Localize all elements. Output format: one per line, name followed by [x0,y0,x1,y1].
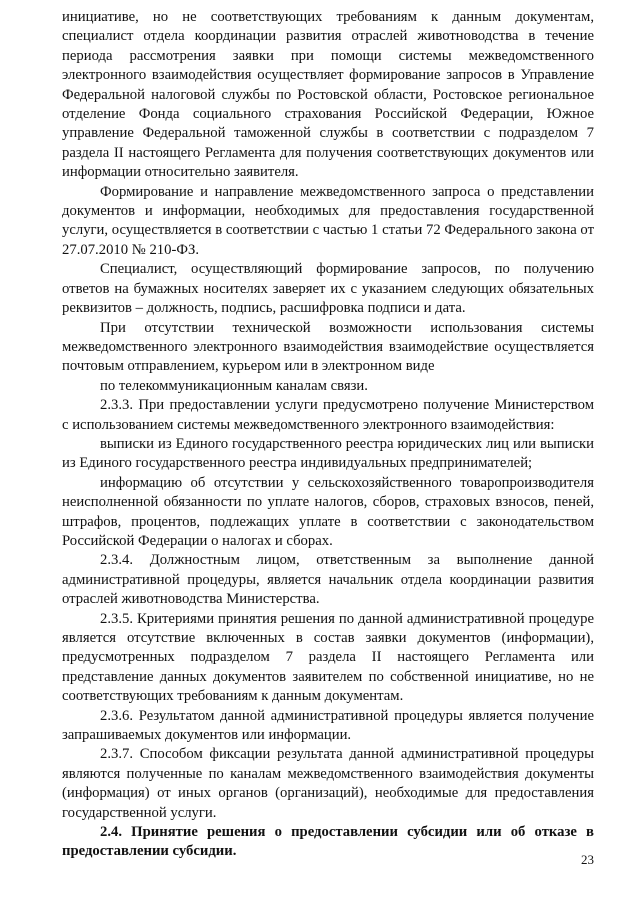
document-page [62,8,594,862]
paragraph-2-3-7: 2.3.7. Способом фиксации результата данной административной процедуры являются полученные по каналам межведомственного взаимодействия документы (информация) от иных органов (организаций), необходимые для предоставления государственной услуги. [62,746,594,821]
section-heading-2-4: 2.4. Принятие решения о предоставлении субсидии или об отказе в предоставлении субсидии. [62,824,594,860]
paragraph-egrul-extract: выписки из Единого государственного реестра юридических лиц или выписки из Единого государственного реестра индивидуальных предпринимателей; [62,435,594,472]
paragraph-2-3-3: 2.3.3. При предоставлении услуги предусмотрено получение Министерством с использованием системы межведомственного электронного взаимодействия: [62,397,594,433]
page-number: 23 [581,852,594,867]
paragraph-2-3-6: 2.3.6. Результатом данной административной процедуры является получение запрашиваемых документов или информации. [62,707,594,744]
paragraph-2-3-4: 2.3.4. Должностным лицом, ответственным за выполнение данной административной процедуры, является начальник отдела координации развития отраслей животноводства Министерства. [62,552,594,608]
paragraph-telecom-channels: по телекоммуникационным каналам связи. [100,377,368,394]
paragraph-specialist-certifies: Специалист, осуществляющий формирование запросов, по получению ответов на бумажных носителях заверяет их с указанием следующих обязательных реквизитов – должность, подпись, расшифровка подписи и дата. [62,261,594,317]
paragraph-interagency-request: Формирование и направление межведомственного запроса о представлении документов и информации, необходимых для предоставления государственной услуги, осуществляется в соответствии с частью 1 статьи 72 Федерального закона от 27.07.2010 № 210-ФЗ. [62,183,594,258]
paragraph-no-technical-possibility: При отсутствии технической возможности использования системы межведомственного электронного взаимодействия взаимодействие осуществляется почтовым отправлением, курьером или в электронном виде [62,319,594,375]
paragraph-2-3-5: 2.3.5. Критериями принятия решения по данной административной процедуре является отсутствие включенных в состав заявки документов (информации), предусмотренных подразделом 7 раздела II настоящего Регламента или представление данных документов заявителем по собственной инициативе, но не соответствующих требованиям к данным документам. [62,610,594,705]
paragraph-continuation: инициативе, но не соответствующих требованиям к данным документам, специалист отдела координации развития отраслей животноводства в течение периода рассмотрения заявки при помощи системы межведомственного электронного взаимодействия осуществляет формирование запросов в Управление Федеральной налоговой службы по Ростовской области, Ростовское региональное отделение Фонда социального страхования Российской Федерации, Южное управление Федеральной таможенной службы в соответствии с подразделом 7 раздела II настоящего Регламента для получения соответствующих документов или информации относительно заявителя. [62,9,594,181]
paragraph-tax-debt-info: информацию об отсутствии у сельскохозяйственного товаропроизводителя неисполненной обязанности по уплате налогов, сборов, страховых взносов, пеней, штрафов, процентов, подлежащих уплате в соответствии с законодательством Российской Федерации о налогах и сборах. [62,474,594,549]
